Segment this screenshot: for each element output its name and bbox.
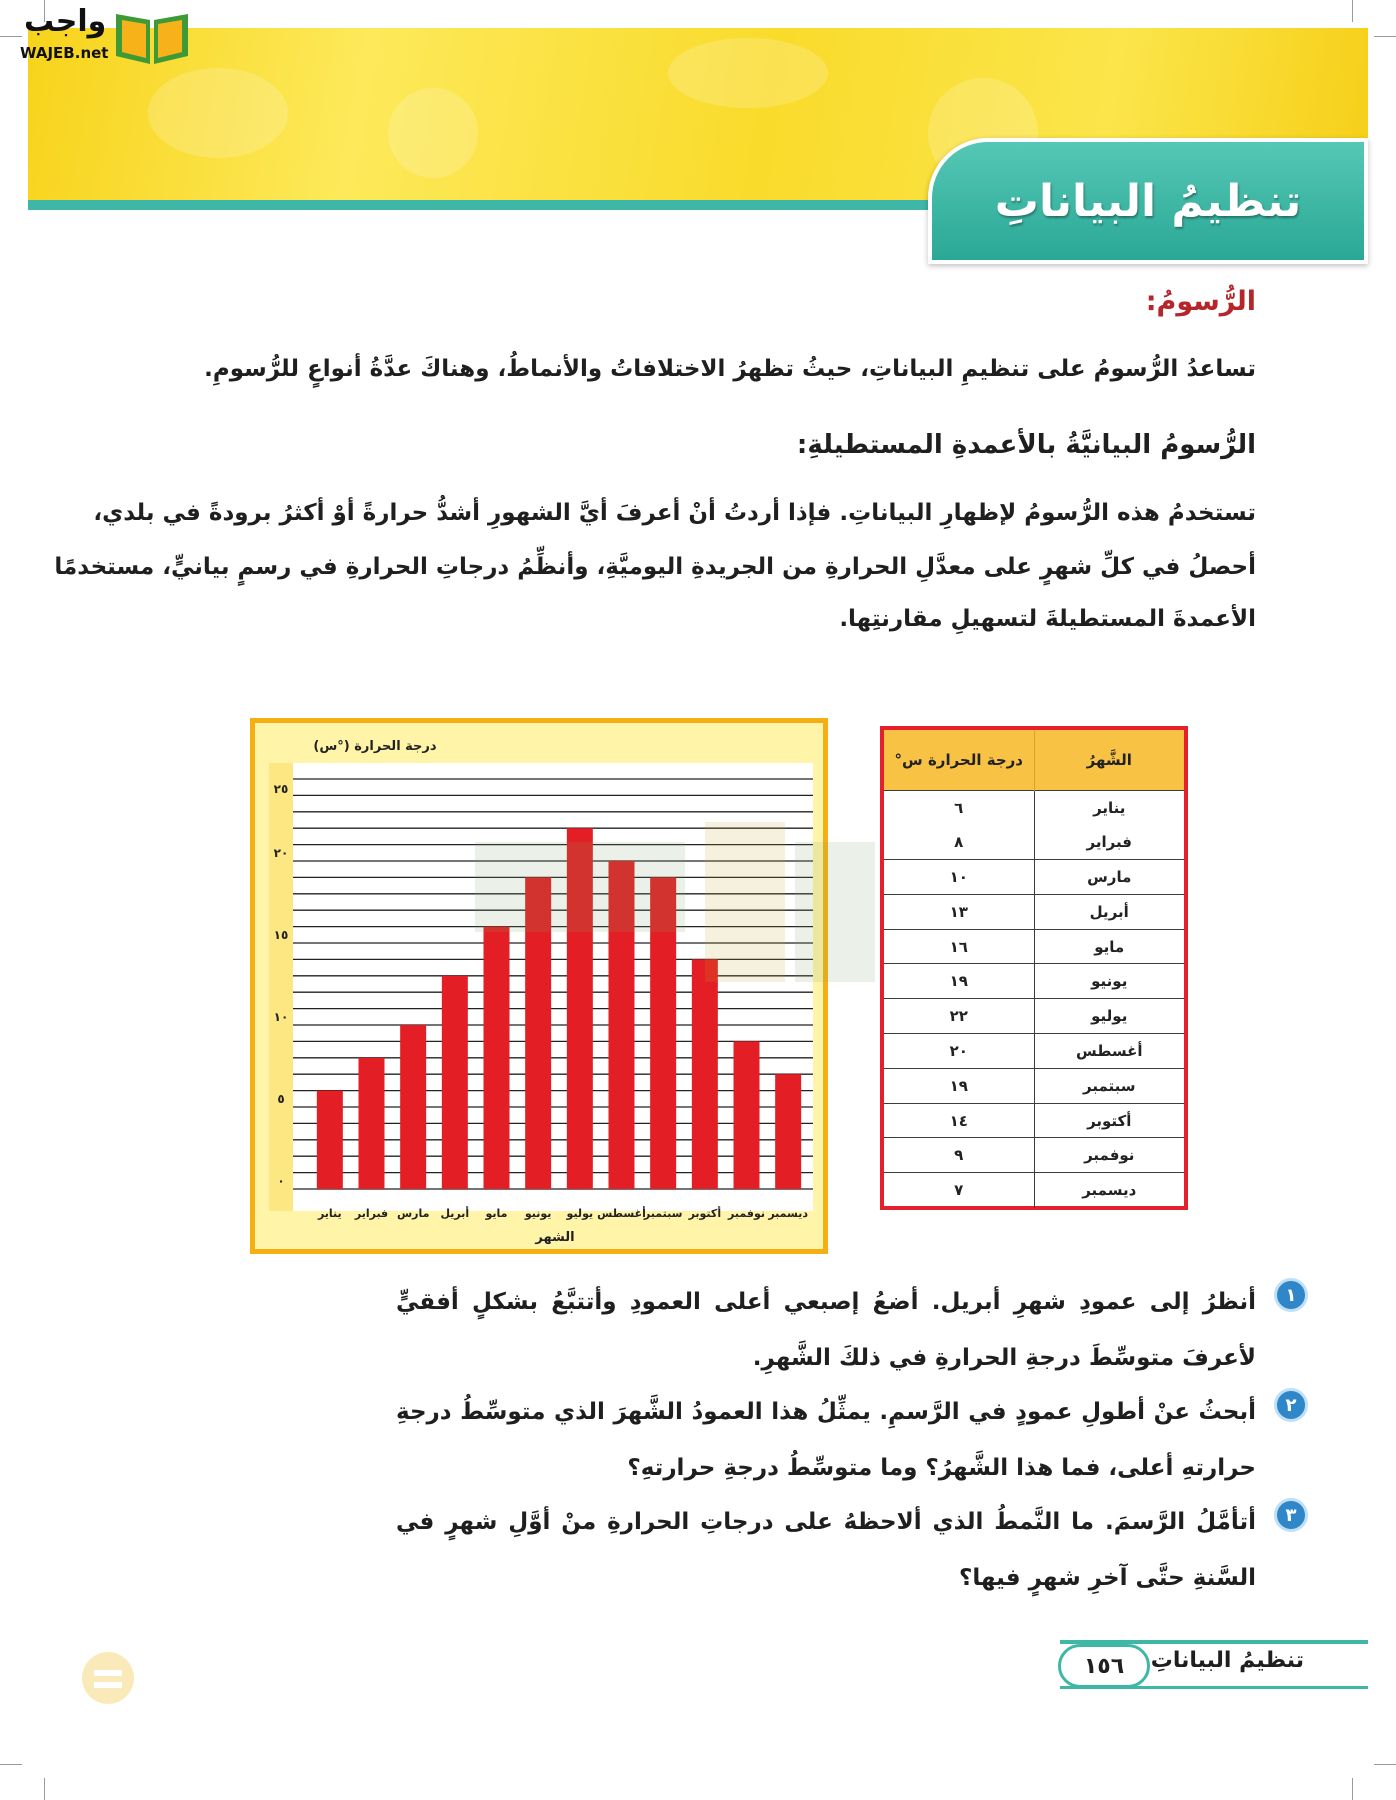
table-row [884,929,1184,964]
table-cell-month: أكتوبر [1034,1103,1184,1138]
logo-arabic: واجب [24,4,107,39]
x-tick-label: يونيو [524,1207,552,1220]
x-tick-label: ديسمبر [768,1207,809,1220]
y-axis-label: درجة الحرارة (°س) [313,739,437,754]
x-tick-label: سبتمبر [643,1207,683,1220]
crop-mark [1374,1764,1396,1765]
table-row [884,1138,1184,1173]
x-tick-label: مارس [396,1207,430,1220]
table-cell-month: مايو [1034,929,1184,964]
paragraph-line: الأعمدةَ المستطيلةَ لتسهيلِ مقارنتِها. [839,606,1256,632]
page-title: تنظيمُ البياناتِ [994,175,1302,227]
table-cell-temp: ٦ [884,790,1034,825]
bar [692,959,718,1189]
page-number: ١٥٦ [1058,1644,1150,1688]
banner-decoration [388,88,478,178]
table-cell-month: مارس [1034,860,1184,895]
table-header-row [884,730,1184,790]
table-row [884,1103,1184,1138]
y-tick-label: ١٥ [273,928,289,942]
table-row [884,825,1184,860]
section-heading: الرُّسومُ: [1145,286,1256,317]
intro-paragraph: تساعدُ الرُّسومُ على تنظيمِ البياناتِ، حيثُ تظهرُ الاختلافاتُ والأنماطُ، وهناكَ عدَّةُ أنواعٍ للرُّسومِ. [204,356,1256,382]
table-cell-month: نوفمبر [1034,1138,1184,1173]
banner-decoration [148,68,288,158]
table-row [884,860,1184,895]
site-logo[interactable] [10,4,190,68]
table-row [884,964,1184,999]
question-number-badge: ١ [1274,1278,1308,1312]
table-cell-temp: ١٠ [884,860,1034,895]
chapter-title-tab [928,138,1368,264]
crop-mark [1374,36,1396,37]
watermark-logo [455,812,905,992]
crop-mark [0,1764,22,1765]
crop-mark [44,1778,45,1800]
table-row [884,999,1184,1034]
table-row [884,894,1184,929]
bar [734,1041,760,1189]
table-cell-temp: ١٣ [884,894,1034,929]
question-item [396,1494,1297,1606]
bar [775,1074,801,1189]
bar [317,1091,343,1189]
bar [400,1025,426,1189]
table-row [884,1068,1184,1103]
table-cell-month: يوليو [1034,999,1184,1034]
table-cell-month: يونيو [1034,964,1184,999]
bar [359,1058,385,1189]
table-cell-temp: ١٩ [884,1068,1034,1103]
table-cell-month: سبتمبر [1034,1068,1184,1103]
x-tick-label: يوليو [566,1207,594,1220]
table-cell-month: أغسطس [1034,1034,1184,1069]
table-cell-temp: ١٦ [884,929,1034,964]
y-tick-label: ٥ [277,1092,285,1106]
table-body [884,790,1184,1208]
question-text: أبحثُ عنْ أطولِ عمودٍ في الرَّسمِ. يمثِّلُ هذا العمودُ الشَّهرَ الذي متوسِّطُ درجةِ حرارتهِ أعلى، فما هذا الشَّهرُ؟ وما متوسِّطُ درجةِ حرارتهِ؟ [396,1399,1256,1481]
paragraph-line: أحصلُ في كلِّ شهرٍ على معدَّلِ الحرارةِ من الجريدةِ اليوميَّةِ، وأنظِّمُ درجاتِ الحرارةِ في رسمٍ بيانيٍّ، مستخدمًا [54,554,1256,580]
question-item [396,1384,1297,1496]
table-row [884,1173,1184,1208]
table-cell-month: ديسمبر [1034,1173,1184,1208]
question-text: أتأمَّلُ الرَّسمَ. ما النَّمطُ الذي ألاحظهُ على درجاتِ الحرارةِ منْ أوَّلِ شهرٍ في السَّنةِ حتَّى آخرِ شهرٍ فيها؟ [396,1509,1256,1591]
logo-latin: WAJEB.net [20,44,109,62]
x-axis-label: الشهر [535,1230,575,1245]
question-text: أنظرُ إلى عمودِ شهرِ أبريل. أضعُ إصبعي أعلى العمودِ وأتتبَّعُ بشكلٍ أفقيٍّ لأعرفَ متوسِّطَ درجةِ الحرارةِ في ذلكَ الشَّهرِ. [396,1289,1256,1371]
table-cell-temp: ٢٠ [884,1034,1034,1069]
question-item [396,1274,1297,1386]
y-axis-strip [269,763,293,1211]
x-tick-label: يناير [317,1207,342,1220]
x-tick-label: نوفمبر [728,1207,765,1220]
table-cell-month: أبريل [1034,894,1184,929]
table-cell-temp: ٨ [954,832,964,851]
table-row [884,1034,1184,1069]
subheading: الرُّسومُ البيانيَّةُ بالأعمدةِ المستطيلةِ: [796,430,1256,460]
paragraph-line: تستخدمُ هذه الرُّسومُ لإظهارِ البياناتِ. فإذا أردتُ أنْ أعرفَ أيَّ الشهورِ أشدُّ حرارةً أوْ أكثرُ برودةً في بلدي، [93,500,1256,526]
x-tick-label: أكتوبر [688,1207,722,1220]
bar [442,976,468,1189]
y-tick-label: ١٠ [273,1010,289,1024]
y-tick-label: ٠ [277,1174,285,1188]
table-cell-month: يناير [1034,790,1184,825]
open-book-icon [110,4,194,68]
crop-mark [1352,1778,1353,1800]
question-number-badge: ٢ [1274,1388,1308,1422]
crop-mark [1352,0,1353,22]
table-header-temp: درجة الحرارة س° [884,730,1034,790]
question-number-badge: ٣ [1274,1498,1308,1532]
y-tick-label: ٢٠ [273,846,289,860]
table-cell-temp: ٧ [884,1173,1034,1208]
x-tick-label: أبريل [440,1207,470,1220]
x-tick-label: أغسطس [597,1207,646,1220]
x-tick-label: مايو [485,1207,508,1220]
table-cell-temp: ١٩ [884,964,1034,999]
table-cell-temp: ٢٢ [884,999,1034,1034]
y-tick-label: ٢٥ [273,782,289,796]
table-cell-temp: ٩ [884,1138,1034,1173]
footer-title: تنظيمُ البياناتِ [1150,1648,1304,1673]
temperature-table [880,726,1188,1210]
x-tick-label: فبراير [354,1207,389,1220]
table-row [884,790,1184,825]
table-header-month: الشَّهرُ [1034,730,1184,790]
banner-decoration [668,38,828,108]
temperature-table-grid [884,730,1184,1208]
table-cell-temp: ١٤ [884,1103,1034,1138]
publisher-mark-icon [78,1648,138,1706]
table-cell-month: فبراير [1034,825,1184,860]
